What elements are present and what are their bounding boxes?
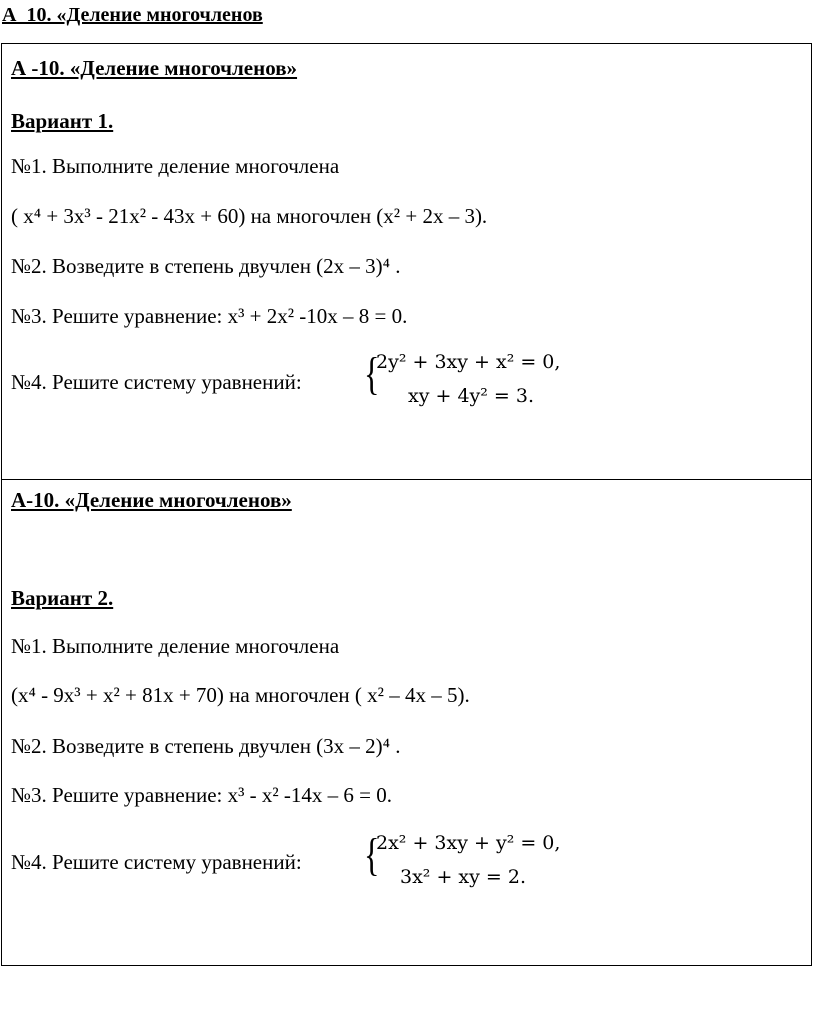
v1-task4-label: №4. Решите систему уравнений:	[11, 370, 302, 394]
variant-1-header: А -10. «Деление многочленов»	[11, 56, 298, 80]
v2-system-eq1: 2x² + 3xy + y² = 0,	[376, 832, 561, 854]
v1-task3: №3. Решите уравнение: x³ + 2x² -10x – 8 = 0.	[11, 304, 408, 328]
brace-icon: {	[364, 348, 380, 399]
v2-task2: №2. Возведите в степень двучлен (3x – 2)⁴ .	[11, 734, 401, 758]
v2-system-eq2: 3x² + xy = 2.	[400, 866, 526, 888]
brace-icon: {	[364, 829, 380, 880]
v1-system-eq2: xy + 4y² = 3.	[408, 385, 535, 407]
variant-1-card	[1, 43, 812, 480]
v2-task3: №3. Решите уравнение: x³ - x² -14x – 6 = 0.	[11, 783, 393, 807]
v1-task2: №2. Возведите в степень двучлен (2x – 3)⁴ .	[11, 254, 401, 278]
variant-1-label: Вариант 1.	[11, 109, 114, 133]
variant-2-card	[1, 480, 812, 966]
v1-task1-intro: №1. Выполните деление многочлена	[11, 154, 340, 178]
v2-task4-label: №4. Решите систему уравнений:	[11, 850, 302, 874]
page-title: А_10. «Деление многочленов	[2, 4, 263, 26]
v2-task1-expression: (x⁴ - 9x³ + x² + 81x + 70) на многочлен ( x² – 4x – 5).	[11, 683, 470, 707]
v1-task1-expression: ( x⁴ + 3x³ - 21x² - 43x + 60) на многочлен (x² + 2x – 3).	[11, 204, 488, 228]
variant-2-label: Вариант 2.	[11, 586, 114, 610]
v1-system-eq1: 2y² + 3xy + x² = 0,	[376, 351, 561, 373]
v2-task1-intro: №1. Выполните деление многочлена	[11, 634, 340, 658]
variant-2-header: А-10. «Деление многочленов»	[11, 488, 292, 512]
